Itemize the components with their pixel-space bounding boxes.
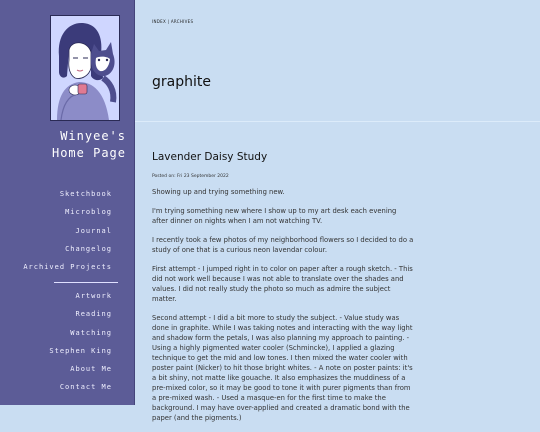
nav-divider <box>54 282 118 283</box>
nav-item-contact-me[interactable]: Contact Me <box>59 383 112 391</box>
post-paragraph: Showing up and trying something new. <box>152 188 285 196</box>
page-title: graphite <box>152 74 211 90</box>
nav-item-sketchbook[interactable]: Sketchbook <box>59 190 112 198</box>
avatar-illustration <box>51 16 119 120</box>
site-title[interactable] <box>38 128 126 162</box>
nav-item-reading[interactable]: Reading <box>75 310 112 318</box>
main-content <box>135 0 540 422</box>
nav-item-artwork[interactable]: Artwork <box>75 292 112 300</box>
site-title-line-1[interactable]: Winyee's <box>60 129 126 143</box>
nav-item-changelog[interactable]: Changelog <box>65 245 112 253</box>
nav-item-microblog[interactable]: Microblog <box>65 208 112 216</box>
post-paragraph: Second attempt - I did a bit more to study the subject. - Value study was done in graphite. While I was taking notes and interacting with the way light and shadow form the petals, I was also planning my approach to painting. - Using a highly pigmented water cooler (Schmincke), I applied a glazing technique to get the mid and low tones. I then mixed the water cooler with poster paint (Nicker) to hit those bright whites. - A note on poster paints: it's a bit shiny, not matte like gouache. It also emphasizes the muddiness of a pre-mixed color, so it may be good to tone it with purer pigments than from a pre-mixed wash. - Used a masque-en for the first time to make the background. I may have over-applied and created a dramatic bond with the paper (and the pigments.) <box>152 314 413 422</box>
nav-item-watching[interactable]: Watching <box>70 329 112 337</box>
sidebar <box>0 0 134 405</box>
breadcrumb <box>152 19 193 24</box>
breadcrumb-archives-link[interactable]: ARCHIVES <box>170 19 194 24</box>
post-paragraph: First attempt - I jumped right in to color on paper after a rough sketch. - This did not work well because I was not able to translate over the shades and values. I did not really study the photo so much as admire the subject matter. <box>152 265 413 303</box>
breadcrumb-separator: | <box>167 19 170 24</box>
avatar <box>50 15 120 121</box>
nav-item-stephen-king[interactable]: Stephen King <box>49 347 112 355</box>
post-body <box>152 187 414 432</box>
nav-item-archived-projects[interactable]: Archived Projects <box>23 263 112 271</box>
post-title[interactable]: Lavender Daisy Study <box>152 151 268 163</box>
post-paragraph: I'm trying something new where I show up to my art desk each evening after dinner on nights when I am not watching TV. <box>152 207 397 225</box>
nav-item-journal[interactable]: Journal <box>75 227 112 235</box>
breadcrumb-index-link[interactable]: INDEX <box>152 19 167 24</box>
nav-item-about-me[interactable]: About Me <box>70 365 112 373</box>
post-date: Posted on: Fri 23 September 2022 <box>152 174 229 179</box>
site-title-line-2[interactable]: Home Page <box>51 146 126 160</box>
header-divider <box>135 121 540 122</box>
post-paragraph: I recently took a few photos of my neighborhood flowers so I decided to do a study of one that is a curious neon lavendar colour. <box>152 236 414 254</box>
